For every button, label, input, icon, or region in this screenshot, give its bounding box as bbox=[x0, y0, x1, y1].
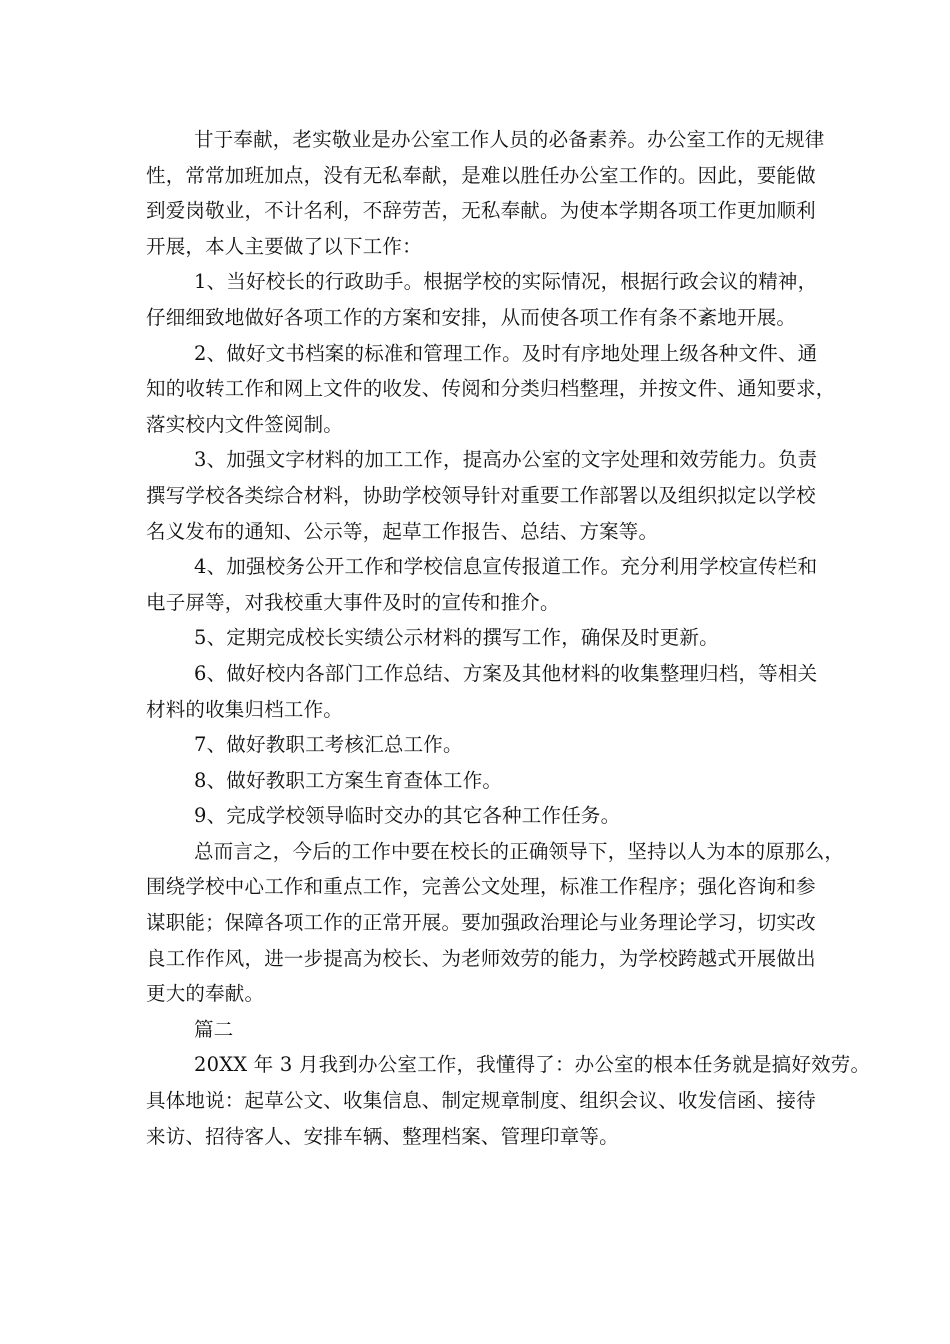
text-line: 到爱岗敬业，不计名利，不辞劳苦，无私奉献。为使本学期各项工作更加顺利 bbox=[146, 199, 816, 223]
text-line: 7、做好教职工考核汇总工作。 bbox=[194, 733, 463, 757]
text-line: 20XX 年 3 月我到办公室工作，我懂得了：办公室的根本任务就是搞好效劳。 bbox=[194, 1053, 871, 1077]
text-line: 5、定期完成校长实绩公示材料的撰写工作，确保及时更新。 bbox=[194, 626, 719, 650]
text-line: 8、做好教职工方案生育查体工作。 bbox=[194, 768, 503, 792]
text-line: 总而言之，今后的工作中要在校长的正确领导下，坚持以人为本的原那么， bbox=[194, 839, 845, 863]
text-line: 具体地说：起草公文、收集信息、制定规章制度、组织会议、收发信函、接待 bbox=[146, 1089, 816, 1113]
text-line: 电子屏等，对我校重大事件及时的宣传和推介。 bbox=[146, 590, 560, 614]
text-line: 知的收转工作和网上文件的收发、传阅和分类归档整理，并按文件、通知要求， bbox=[146, 377, 836, 401]
text-line: 1、当好校长的行政助手。根据学校的实际情况，根据行政会议的精神， bbox=[194, 270, 818, 294]
text-line: 围绕学校中心工作和重点工作，完善公文处理，标准工作程序；强化咨询和参 bbox=[146, 875, 816, 899]
text-line: 仔细细致地做好各项工作的方案和安排，从而使各项工作有条不紊地开展。 bbox=[146, 305, 797, 329]
text-line: 谋职能；保障各项工作的正常开展。要加强政治理论与业务理论学习，切实改 bbox=[146, 911, 816, 935]
text-line: 撰写学校各类综合材料，协助学校领导针对重要工作部署以及组织拟定以学校 bbox=[146, 483, 816, 507]
text-line: 更大的奉献。 bbox=[146, 982, 265, 1006]
document-body bbox=[146, 122, 871, 1154]
text-line: 开展，本人主要做了以下工作： bbox=[146, 234, 422, 258]
text-line: 6、做好校内各部门工作总结、方案及其他材料的收集整理归档，等相关 bbox=[194, 661, 818, 685]
text-line: 3、加强文字材料的加工工作，提高办公室的文字处理和效劳能力。负责 bbox=[194, 448, 818, 472]
text-line: 4、加强校务公开工作和学校信息宣传报道工作。充分利用学校宣传栏和 bbox=[194, 555, 818, 579]
text-line: 落实校内文件签阅制。 bbox=[146, 412, 344, 436]
text-line: 材料的收集归档工作。 bbox=[146, 697, 344, 721]
text-line: 来访、招待客人、安排车辆、整理档案、管理印章等。 bbox=[146, 1124, 619, 1148]
text-line: 甘于奉献，老实敬业是办公室工作人员的必备素养。办公室工作的无规律 bbox=[194, 128, 825, 151]
text-line: 9、完成学校领导临时交办的其它各种工作任务。 bbox=[194, 804, 621, 828]
text-line: 性，常常加班加点，没有无私奉献，是难以胜任办公室工作的。因此，要能做 bbox=[146, 163, 816, 187]
text-line: 名义发布的通知、公示等，起草工作报告、总结、方案等。 bbox=[146, 519, 659, 543]
text-line: 2、做好文书档案的标准和管理工作。及时有序地处理上级各种文件、通 bbox=[194, 341, 818, 365]
text-line: 篇二 bbox=[194, 1017, 234, 1041]
text-line: 良工作作风，进一步提高为校长、为老师效劳的能力，为学校跨越式开展做出 bbox=[146, 946, 816, 970]
